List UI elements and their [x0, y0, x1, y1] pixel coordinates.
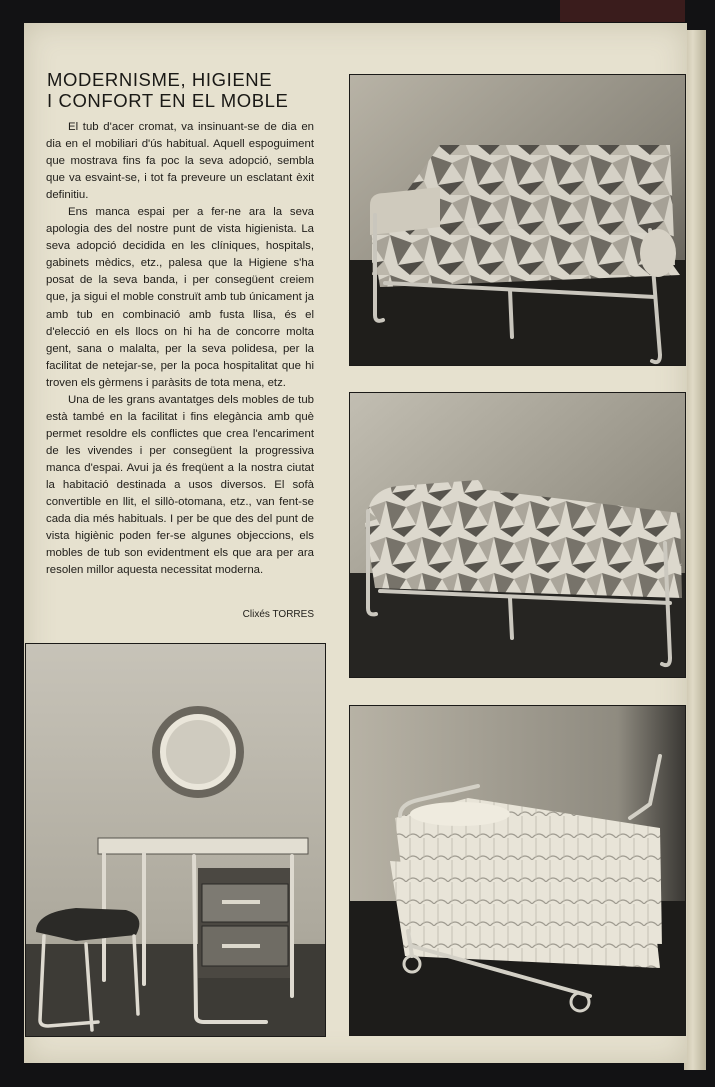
photo-tubular-daybed	[349, 392, 686, 678]
article-body	[46, 119, 314, 579]
photo-credit: Clixés TORRES	[242, 609, 314, 620]
photo-tubular-sofa	[349, 74, 686, 366]
photo-tubular-vanity	[25, 643, 326, 1037]
title-line-1: MODERNISME, HIGIENE	[47, 69, 273, 90]
paragraph-1: El tub d'acer cromat, va insinuant-se de dia en dia en el mobiliari d'ús habitual. Aquell espoguiment que mostrava fins fa poc la seva adopció, sembla que va esvaint-se, i tot fa preveure un esclatant èxit definitiu.	[46, 121, 314, 202]
paragraph-3: Una de les grans avantatges dels mobles de tub està també en la facilitat i fins elegància amb què permet resoldre els conflictes que crea l'encariment de les vivendes i per consegüent la progressiva manca d'espai. Avui ja és freqüent a la nostra ciutat la habitació destinada a usos diversos. El sofà convertible en llit, el sillò-otomana, etz., van fent-se cada dia més habituals. I per be que des del punt de vista higiènic poden fer-se algunes objeccions, els mobles de tub son evidentment els que ara per ara resolen millor aquesta necessitat moderna.	[46, 393, 314, 577]
magazine-page	[24, 23, 687, 1063]
next-page-edge	[684, 30, 706, 1070]
title-line-2: I CONFORT EN EL MOBLE	[47, 90, 289, 111]
photo-tubular-crib	[349, 705, 686, 1036]
article-title	[47, 69, 289, 111]
paragraph-2: Ens manca espai per a fer-ne ara la seva apologia des del nostre punt de vista higienista. La seva adopció decidida en les clíniques, hospitals, gabinets mèdics, etz., palesa que la Higiene s'ha posat de la seva banda, i per consegüent creiem que, ja sigui el moble construït amb tub únicament ja amb tub en combinació amb fusta llisa, és el d'elecció en els llocs on hi ha de concorre molta gent, sana o malalta, per la seva polidesa, per la facilitat de netejar-se, per la poca hospitalitat que hi troven els gèrmens i paràsits de tota mena, etz.	[46, 206, 314, 389]
binding-strip	[560, 0, 685, 22]
